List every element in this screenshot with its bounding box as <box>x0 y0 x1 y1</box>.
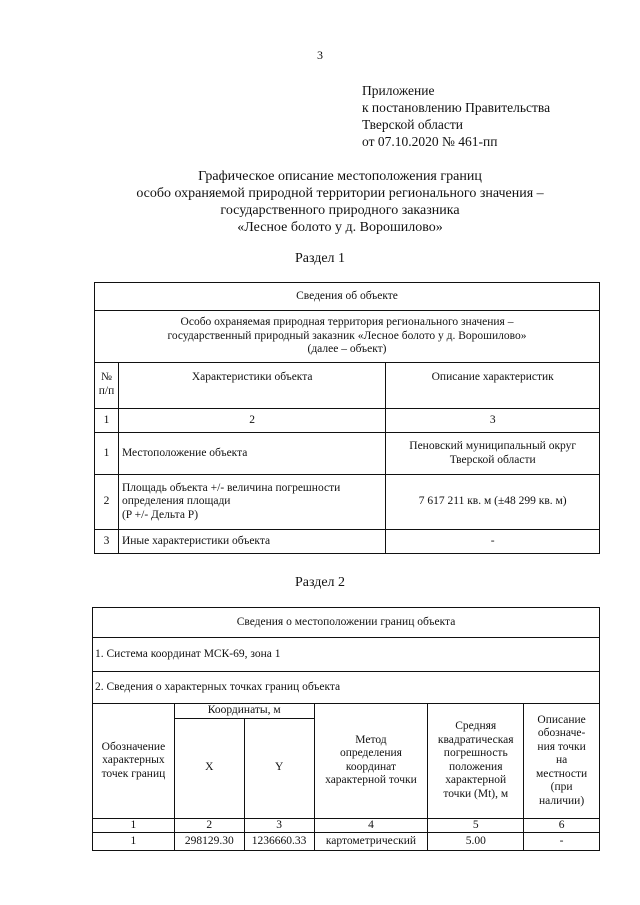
boundary-points-table <box>92 607 600 851</box>
object-desc-line: (далее – объект) <box>307 343 387 356</box>
header-num-line: п/п <box>98 384 115 397</box>
row-characteristic: Иные характеристики объекта <box>118 530 385 554</box>
col-number: 4 <box>314 818 428 833</box>
header-line: погрешность <box>443 747 508 760</box>
appendix-line: Тверской области <box>362 117 463 132</box>
row-desc-line: Тверской области <box>449 453 536 466</box>
object-desc-line: государственный природный заказник «Лесное болото у д. Ворошилово» <box>167 329 527 342</box>
header-line: Описание <box>537 713 586 726</box>
header-line: на <box>555 754 568 766</box>
header-line: характерной <box>445 774 507 787</box>
header-line: точек границ <box>101 767 166 780</box>
col-number: 2 <box>174 818 244 833</box>
row-point: 1 <box>93 833 175 851</box>
object-desc-line: Особо охраняемая природная территория регионального значения – <box>180 316 514 329</box>
header-y: Y <box>244 718 314 818</box>
header-line: обозначе- <box>537 727 586 739</box>
row-location-description: - <box>524 833 600 851</box>
header-characteristics: Характеристики объекта <box>118 363 385 409</box>
title-line: государственного природного заказника <box>220 203 460 218</box>
header-line: точки (Mt), м <box>443 787 509 800</box>
table-title: Сведения о местоположении границ объекта <box>93 608 600 638</box>
row-desc-line: Пеновский муниципальный округ <box>409 440 577 452</box>
header-line: ния точки <box>537 740 586 753</box>
object-info-table <box>94 282 600 554</box>
header-line: характерной точки <box>325 774 417 787</box>
table-row <box>93 833 600 851</box>
row-error: 5.00 <box>428 833 524 851</box>
header-method <box>314 704 428 819</box>
header-line: координат <box>345 760 396 773</box>
appendix-block <box>362 82 550 150</box>
header-location-description <box>524 704 600 819</box>
header-line: Обозначение <box>101 740 166 753</box>
header-line: (при <box>550 781 573 793</box>
header-line: характерных <box>102 754 165 766</box>
row-y: 1236660.33 <box>244 833 314 851</box>
col-number: 6 <box>524 818 600 833</box>
row-char-line: определения площади <box>121 495 231 508</box>
table-row <box>95 475 600 530</box>
col-number: 1 <box>93 818 175 833</box>
header-error <box>428 704 524 819</box>
col-number: 2 <box>118 409 385 433</box>
header-line: квадратическая <box>437 733 514 746</box>
header-num-line: № <box>100 371 112 383</box>
table-row <box>95 530 600 554</box>
title-line: «Лесное болото у д. Ворошилово» <box>237 220 443 235</box>
page-number: 3 <box>317 48 323 62</box>
table-title: Сведения об объекте <box>95 283 600 311</box>
header-line: наличии) <box>538 794 585 807</box>
row-num: 3 <box>95 530 119 554</box>
title-line: Графическое описание местоположения границ <box>198 169 482 184</box>
header-x: X <box>174 718 244 818</box>
header-coordinates: Координаты, м <box>174 704 314 719</box>
coordinate-system: 1. Система координат МСК-69, зона 1 <box>93 638 600 672</box>
title-line: особо охраняемой природной территории регионального значения – <box>136 186 544 201</box>
row-description <box>386 433 600 475</box>
header-line: Средняя <box>455 720 497 733</box>
col-number: 5 <box>428 818 524 833</box>
row-num: 2 <box>95 475 119 530</box>
points-title: 2. Сведения о характерных точках границ объекта <box>93 672 600 704</box>
col-number: 3 <box>386 409 600 433</box>
header-num <box>95 363 119 409</box>
header-line: определения <box>339 747 402 760</box>
appendix-line: Приложение <box>362 83 435 98</box>
appendix-line: от 07.10.2020 № 461-пп <box>362 134 498 149</box>
row-char-line: Площадь объекта +/- величина погрешности <box>121 481 341 494</box>
object-description <box>95 311 600 363</box>
appendix-line: к постановлению Правительства <box>362 100 551 115</box>
header-line: местности <box>535 767 588 780</box>
col-number: 1 <box>95 409 119 433</box>
row-method: картометрический <box>314 833 428 851</box>
row-description: - <box>386 530 600 554</box>
row-num: 1 <box>95 433 119 475</box>
row-characteristic <box>118 475 385 530</box>
header-line: положения <box>449 760 503 773</box>
table-row <box>95 433 600 475</box>
header-description: Описание характеристик <box>386 363 600 409</box>
row-description: 7 617 211 кв. м (±48 299 кв. м) <box>386 475 600 530</box>
header-designation <box>93 704 175 819</box>
col-number: 3 <box>244 818 314 833</box>
header-line: Метод <box>355 733 387 746</box>
row-char-line: (P +/- Дельта P) <box>121 508 199 521</box>
row-characteristic: Местоположение объекта <box>118 433 385 475</box>
row-x: 298129.30 <box>174 833 244 851</box>
section2-heading: Раздел 2 <box>294 575 346 590</box>
section1-heading: Раздел 1 <box>294 251 346 266</box>
document-title <box>60 168 620 236</box>
